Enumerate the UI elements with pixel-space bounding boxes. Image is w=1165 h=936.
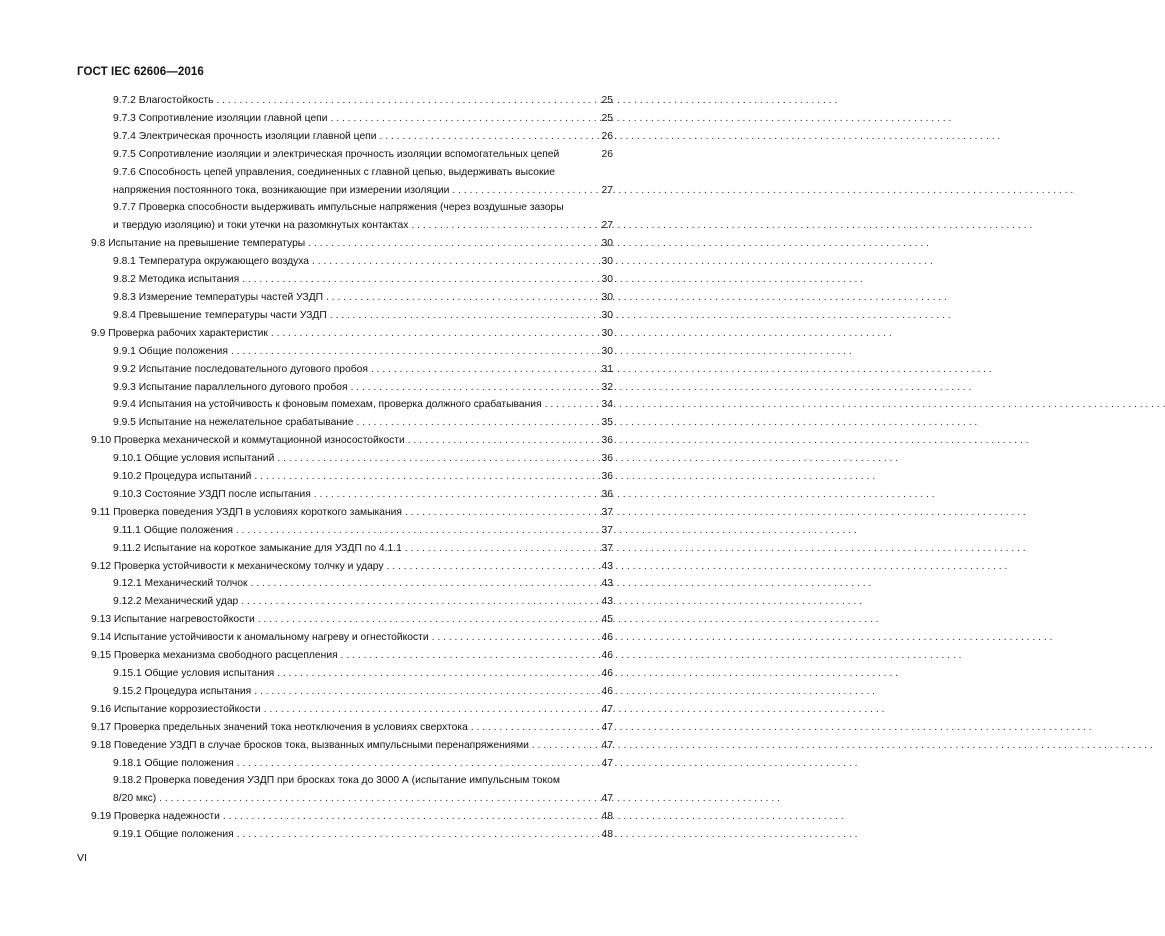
toc-entry-title: Механический толчок <box>144 578 248 590</box>
dot-leader <box>351 379 595 397</box>
toc-entry-title: Процедура испытания <box>144 685 252 697</box>
page-number: VI <box>77 852 87 864</box>
toc-entry <box>113 826 613 844</box>
toc-entry-title: Механический удар <box>144 596 239 608</box>
dot-leader <box>264 701 595 719</box>
toc-entry-title-continued: 8/20 мкс) <box>113 793 157 805</box>
toc-entry-page: 47 <box>601 757 613 769</box>
toc-entry-page: 27 <box>601 184 613 196</box>
toc-entry-title: Способность цепей управления, соединенных с главной цепью, выдерживать высокие <box>138 166 555 178</box>
toc-entry <box>91 719 613 737</box>
toc-entry-page: 37 <box>601 506 613 518</box>
dot-leader <box>405 540 595 558</box>
toc-entry-number: 9.11 <box>91 506 111 518</box>
toc-entry-number: 9.16 <box>91 703 112 715</box>
toc-entry-number: 9.11.1 <box>113 524 141 536</box>
toc-entry-page: 46 <box>601 650 613 662</box>
toc-entry-page: 30 <box>601 238 613 250</box>
toc-entry-number: 9.18.2 <box>113 775 142 787</box>
toc-entry-page: 31 <box>601 363 613 375</box>
toc-entry-page: 30 <box>601 291 613 303</box>
toc-entry <box>113 522 613 540</box>
toc-entry-title: Испытание нагревостойкости <box>113 614 255 626</box>
toc-entry-page: 27 <box>601 220 613 232</box>
toc-entry-title: Методика испытания <box>138 274 240 286</box>
toc-entry-number: 9.9.4 <box>113 399 136 411</box>
toc-entry-title: Превышение температуры части УЗДП <box>138 309 327 321</box>
toc-entry <box>113 289 613 307</box>
toc-entry-title: Проверка предельных значений тока неотключения в условиях сверхтока <box>113 721 468 733</box>
toc-entry-number: 9.18.1 <box>113 757 142 769</box>
toc-entry <box>113 468 613 486</box>
toc-entry-title: Проверка механической и коммутационной износостойкости <box>113 435 405 447</box>
toc-entry <box>113 396 613 414</box>
toc-entry-number: 9.12.1 <box>113 578 142 590</box>
toc-entry-title: Испытание последовательного дугового пробоя <box>138 363 368 375</box>
dot-leader <box>471 719 595 737</box>
dot-leader <box>357 414 596 432</box>
toc-entry-page: 43 <box>601 578 613 590</box>
toc-entry-title: Проверка поведения УЗДП при бросках тока до 3000 А (испытание импульсным током <box>144 775 560 787</box>
toc-entry-number: 9.11.2 <box>113 542 141 554</box>
toc-entry-title: Проверка механизма свободного расцепления <box>113 650 338 662</box>
toc-entry-number: 9.19 <box>91 811 112 823</box>
toc-entry-number: 9.17 <box>91 721 112 733</box>
dot-leader <box>277 665 595 683</box>
dot-leader <box>236 522 595 540</box>
toc-entry <box>113 307 613 325</box>
toc-entry-page: 47 <box>601 703 613 715</box>
toc-entry-title: Испытания на устойчивость к фоновым помехам, проверка должного срабатывания <box>138 399 542 411</box>
toc-entry <box>113 683 613 701</box>
toc-entry <box>113 755 613 773</box>
dot-leader <box>387 558 595 576</box>
toc-entry <box>113 450 613 468</box>
toc-entry-number: 9.8.3 <box>113 291 136 303</box>
toc-entry <box>113 199 613 235</box>
toc-entry-title: Общие положения <box>144 757 234 769</box>
toc-entry-number: 9.13 <box>91 614 112 626</box>
toc-entry-title: Сопротивление изоляции и электрическая прочность изоляции вспомогательных цепей <box>138 148 560 160</box>
dot-leader <box>237 826 595 844</box>
toc-entry-title: Проверка рабочих характеристик <box>108 327 268 339</box>
toc-entry-title-continued: и твердую изоляцию) и токи утечки на разомкнутых контактах <box>113 220 409 232</box>
toc-entry-page: 46 <box>601 685 613 697</box>
dot-leader <box>312 253 595 271</box>
toc-entry-number: 9.9.1 <box>113 345 136 357</box>
toc-entry-number: 9.8.4 <box>113 309 136 321</box>
toc-entry-number: 9.10 <box>91 435 112 447</box>
toc-entry <box>113 271 613 289</box>
dot-leader <box>223 808 595 826</box>
toc-entry-title: Испытание устойчивости к аномальному нагреву и огнестойкости <box>113 632 429 644</box>
toc-entry-number: 9.14 <box>91 632 112 644</box>
dot-leader <box>216 92 595 110</box>
dot-leader <box>326 289 595 307</box>
toc-entry-title: Сопротивление изоляции главной цепи <box>138 112 328 124</box>
toc-entry-title: Общие условия испытаний <box>144 453 275 465</box>
toc-entry <box>113 575 613 593</box>
toc-entry-number: 9.7.3 <box>113 112 136 124</box>
dot-leader <box>254 468 595 486</box>
toc-entry <box>91 325 613 343</box>
dot-leader <box>251 575 596 593</box>
dot-leader <box>411 217 595 235</box>
dot-leader <box>258 611 595 629</box>
dot-leader <box>545 396 595 414</box>
toc-entry-number: 9.10.3 <box>113 488 142 500</box>
toc-entry-number: 9.10.2 <box>113 471 142 483</box>
toc-entry <box>91 611 613 629</box>
toc-entry <box>91 701 613 719</box>
toc-entry-page: 48 <box>601 811 613 823</box>
toc-entry-page: 37 <box>601 542 613 554</box>
toc-entry-number: 9.15 <box>91 650 112 662</box>
toc-entry-page: 45 <box>601 614 613 626</box>
toc-entry-page: 30 <box>601 327 613 339</box>
toc-entry <box>113 361 613 379</box>
dot-leader <box>408 432 595 450</box>
dot-leader <box>231 343 595 361</box>
toc-entry <box>113 253 613 271</box>
dot-leader <box>331 110 595 128</box>
toc-entry <box>113 343 613 361</box>
toc-entry <box>91 432 613 450</box>
toc-entry-title: Проверка устойчивости к механическому толчку и удару <box>113 560 384 572</box>
dot-leader <box>159 790 595 808</box>
toc-entry-page: 30 <box>601 309 613 321</box>
toc-entry-page: 43 <box>601 560 613 572</box>
toc-entry <box>113 164 613 200</box>
toc-entry-number: 9.8 <box>91 238 106 250</box>
toc-entry <box>113 92 613 110</box>
toc-entry-number: 9.10.1 <box>113 453 142 465</box>
toc-entry-page: 30 <box>601 274 613 286</box>
toc-entry-title: Состояние УЗДП после испытания <box>144 488 311 500</box>
toc-entry-title: Общие положения <box>144 829 234 841</box>
dot-leader <box>271 325 595 343</box>
toc-entry-page: 26 <box>601 148 613 160</box>
toc-entry-title: Проверка надежности <box>113 811 220 823</box>
toc-entry-title: Испытание коррозиестойкости <box>113 703 261 715</box>
toc-entry-number: 9.8.2 <box>113 274 136 286</box>
toc-entry <box>113 486 613 504</box>
toc-entry <box>113 540 613 558</box>
toc-entry-number: 9.7.4 <box>113 130 136 142</box>
toc-entry <box>113 772 613 808</box>
toc-entry-title: Температура окружающего воздуха <box>138 256 310 268</box>
dot-leader <box>330 307 595 325</box>
toc-entry-title: Общие положения <box>138 345 228 357</box>
toc-entry-title: Проверка поведения УЗДП в условиях короткого замыкания <box>113 506 402 518</box>
toc-entry-page: 43 <box>601 596 613 608</box>
toc-entry-number: 9.15.1 <box>113 668 142 679</box>
toc-entry-title: Общие положения <box>143 524 233 536</box>
toc-entry-page: 46 <box>601 632 613 644</box>
toc-entry-page: 36 <box>601 435 613 447</box>
toc-entry-number: 9.7.6 <box>113 166 136 178</box>
toc-entry-title: Электрическая прочность изоляции главной цепи <box>138 130 377 142</box>
toc-entry-number: 9.12 <box>91 560 112 572</box>
toc-entry <box>113 379 613 397</box>
toc-entry <box>113 414 613 432</box>
toc-entry <box>91 235 613 253</box>
toc-entry-title: Испытание на превышение температуры <box>108 238 306 250</box>
page-header: ГОСТ IEC 62606—2016 <box>77 66 204 78</box>
toc-entry-number: 9.9.2 <box>113 363 136 375</box>
toc-entry-title: Общие условия испытания <box>144 668 275 679</box>
toc-entry-page: 37 <box>601 524 613 536</box>
dot-leader <box>314 486 595 504</box>
dot-leader <box>452 182 595 200</box>
toc-entry-page: 35 <box>601 417 613 429</box>
toc-entry <box>113 110 613 128</box>
toc-entry-number: 9.7.5 <box>113 148 136 160</box>
toc-entry-page: 46 <box>601 668 613 679</box>
toc-entry-title: Испытание на короткое замыкание для УЗДП по 4.1.1 <box>143 542 402 554</box>
toc-entry-title: Процедура испытаний <box>144 471 252 483</box>
toc-entry-title: Измерение температуры частей УЗДП <box>138 291 324 303</box>
toc-entry-page: 36 <box>601 488 613 500</box>
toc-entry <box>91 558 613 576</box>
toc-entry-page: 26 <box>601 130 613 142</box>
toc-entry-page: 48 <box>601 829 613 841</box>
toc-entry <box>113 146 613 164</box>
toc-entry-page: 36 <box>601 471 613 483</box>
dot-leader <box>277 450 595 468</box>
toc-entry-number: 9.15.2 <box>113 685 142 697</box>
toc-entry <box>91 629 613 647</box>
toc-entry <box>91 808 613 826</box>
toc-entry-number: 9.8.1 <box>113 256 136 268</box>
toc-entry-number: 9.7.2 <box>113 95 136 106</box>
toc-entry <box>113 593 613 611</box>
dot-leader <box>405 504 595 522</box>
toc-entry-number: 9.9.3 <box>113 381 136 393</box>
toc-entry-title: Испытание на нежелательное срабатывание <box>138 417 354 429</box>
toc-entry-page: 32 <box>601 381 613 393</box>
toc-entry-page: 34 <box>601 399 613 411</box>
toc-entry <box>91 647 613 665</box>
toc-entry-title-continued: напряжения постоянного тока, возникающие при измерении изоляции <box>113 184 450 196</box>
dot-leader <box>237 755 595 773</box>
dot-leader <box>254 683 595 701</box>
dot-leader <box>308 235 595 253</box>
dot-leader <box>242 271 595 289</box>
toc-entry-title: Испытание параллельного дугового пробоя <box>138 381 348 393</box>
toc-entry-title: Поведение УЗДП в случае бросков тока, вызванных импульсными перенапряжениями <box>113 739 529 751</box>
toc-entry-title: Влагостойкость <box>138 95 214 106</box>
toc-entry-page: 30 <box>601 345 613 357</box>
toc-entry-number: 9.18 <box>91 739 112 751</box>
toc-entry-page: 25 <box>601 112 613 124</box>
toc-entry-page: 25 <box>601 95 613 106</box>
toc-entry-page: 47 <box>601 739 613 751</box>
dot-leader <box>341 647 595 665</box>
dot-leader <box>241 593 595 611</box>
dot-leader <box>371 361 595 379</box>
dot-leader <box>380 128 596 146</box>
toc-entry-number: 9.9.5 <box>113 417 136 429</box>
toc-entry <box>91 737 613 755</box>
dot-leader <box>532 737 595 755</box>
toc-entry-page: 47 <box>601 721 613 733</box>
toc-entry-page: 36 <box>601 453 613 465</box>
toc-entry-title: Проверка способности выдерживать импульсные напряжения (через воздушные зазоры <box>138 202 564 214</box>
toc-entry-number: 9.9 <box>91 327 106 339</box>
table-of-contents <box>0 92 661 844</box>
dot-leader <box>432 629 595 647</box>
toc-entry-number: 9.7.7 <box>113 202 136 214</box>
toc-entry-number: 9.12.2 <box>113 596 142 608</box>
toc-entry <box>113 665 613 683</box>
toc-entry-page: 47 <box>601 793 613 805</box>
toc-entry <box>113 128 613 146</box>
toc-entry <box>91 504 613 522</box>
toc-entry-number: 9.19.1 <box>113 829 142 841</box>
toc-entry-page: 30 <box>601 256 613 268</box>
